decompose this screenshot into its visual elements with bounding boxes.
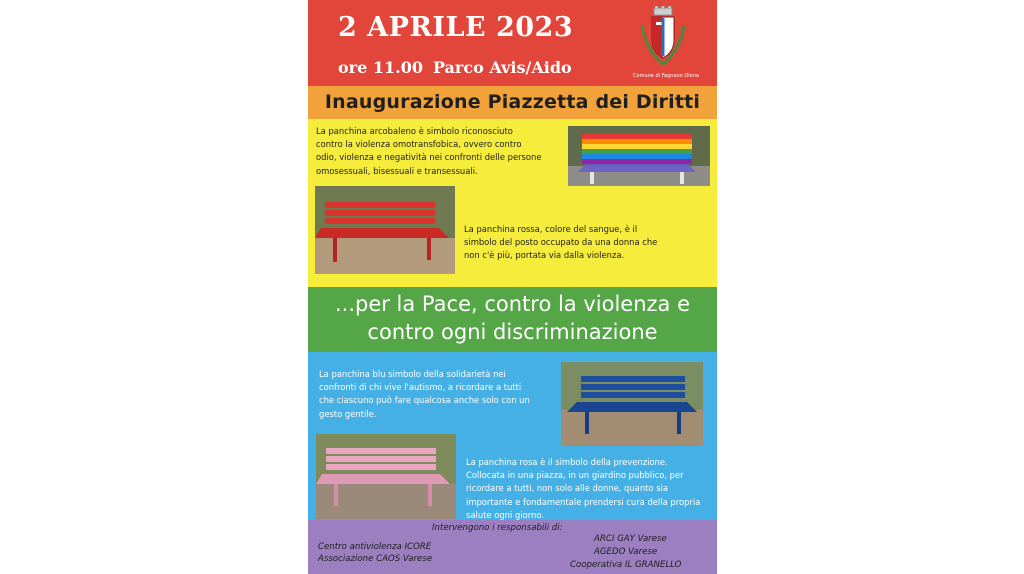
event-place: Parco Avis/Aido (432, 58, 572, 77)
text-line: gesto gentile. (319, 408, 377, 419)
title-band (308, 86, 717, 119)
speaker-org: ARCI GAY Varese (594, 534, 667, 544)
speaker-org: Associazione CAOS Varese (318, 554, 433, 564)
text-line: La panchina rossa, colore del sangue, è il (464, 224, 638, 234)
red-bench-text (464, 223, 714, 263)
yellow-section (308, 119, 717, 287)
text-line: che ciascuno può fare qualcosa anche solo con un (319, 395, 530, 406)
speaker-org: AGEDO Varese (594, 547, 658, 557)
blue-section (308, 352, 717, 520)
event-time-place (338, 58, 572, 77)
header-band (308, 0, 717, 86)
slogan-band (308, 287, 717, 352)
speaker-org: Centro antiviolenza ICORE (318, 542, 432, 552)
text-line: La panchina rosa è il simbolo della prevenzione. (466, 457, 668, 467)
rainbow-bench-photo (568, 126, 710, 186)
text-line: contro la violenza omotransfobica, ovvero contro (316, 139, 522, 150)
event-title: Inaugurazione Piazzetta dei Diritti (324, 91, 701, 113)
municipal-crest-icon (638, 6, 688, 70)
text-line: odio, violenza e negatività nei confronti delle persone (316, 152, 542, 163)
slogan-line-1: ...per la Pace, contro la violenza e (334, 292, 691, 316)
crest-caption: Comune di Fagnano Olona (633, 73, 699, 79)
rainbow-bench-text (316, 125, 571, 178)
text-line: simbolo del posto occupato da una donna che (464, 237, 658, 248)
text-line: omosessuali, bisessuali e transessuali. (316, 165, 478, 176)
speakers-intro: Intervengono i responsabili di: (432, 523, 563, 533)
pink-bench-photo (316, 434, 456, 519)
pink-bench-text (466, 456, 716, 522)
text-line: La panchina arcobaleno è simbolo riconosciuto (316, 126, 513, 136)
event-poster (308, 0, 717, 574)
blue-bench-photo (561, 362, 703, 446)
text-line: confronti di chi vive l'autismo, a ricordare a tutti (319, 382, 522, 393)
speaker-org: Cooperativa IL GRANELLO (570, 560, 682, 570)
event-time: ore 11.00 (338, 58, 423, 77)
text-line: La panchina blu simbolo della solidarietà nei (319, 369, 506, 379)
text-line: salute ogni giorno. (466, 509, 544, 520)
event-date: 2 APRILE 2023 (338, 12, 574, 43)
slogan-line-2: contro ogni discriminazione (367, 320, 658, 344)
blue-bench-text (319, 368, 569, 421)
text-line: non c'è più, portata via dalla violenza. (464, 250, 625, 261)
red-bench-photo (315, 186, 455, 274)
text-line: ricordare a tutti, non solo alle donne, quanto sia (466, 483, 669, 494)
footer-band (308, 520, 717, 574)
text-line: importante e fondamentale prendersi cura della propria (466, 496, 701, 507)
text-line: Collocata in una piazza, in un giardino pubblico, per (466, 470, 684, 481)
